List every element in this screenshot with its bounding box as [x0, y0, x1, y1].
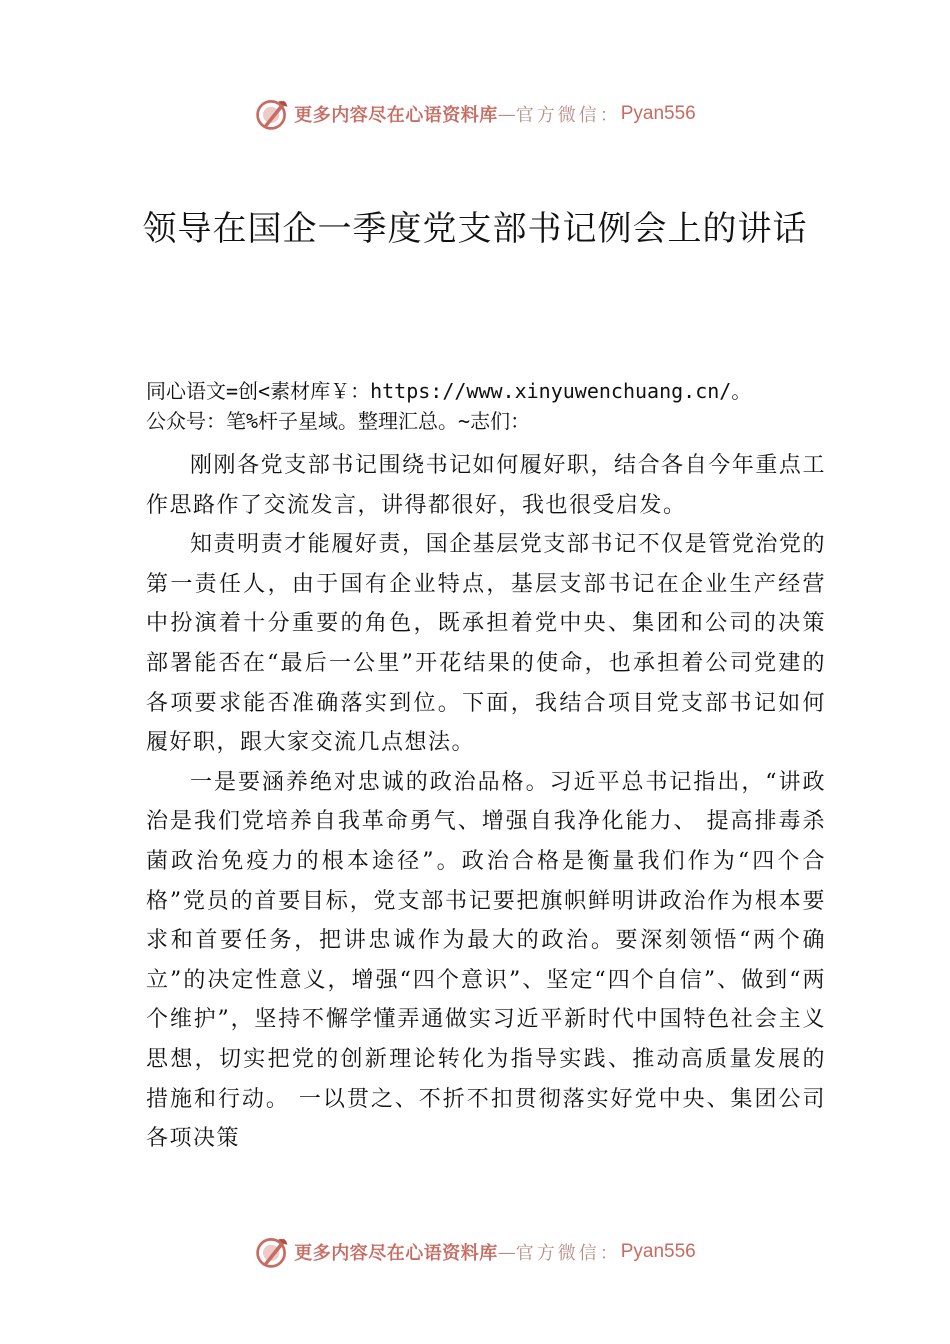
paragraph-3: 一是要涵养绝对忠诚的政治品格。习近平总书记指出，“讲政治是我们党培养自我革命勇气、增强自我净化能力、 提高排毒杀菌政治免疫力的根本途径”。政治合格是衡量我们作为“四个合格”党员的首要目标，党支部书记要把旗帜鲜明讲政治作为根本要求和首要任务，把讲忠诚作为最大的政治。要深刻领悟“两个确立”的决定性意义，增强“四个意识”、坚定“四个自信”、做到“两个维护”，坚持不懈学懂弄通做实习近平新时代中国特色社会主义思想，切实把党的创新理论转化为指导实践、推动高质量发展的措施和行动。 一以贯之、不折不扣贯彻落实好党中央、集团公司各项决策 [146, 769, 826, 1152]
banner-site-text: 更多内容尽在心语资料库 [294, 105, 498, 126]
paragraph-2: 知责明责才能履好责，国企基层党支部书记不仅是管党治党的第一责任人，由于国有企业特点，基层支部书记在企业生产经营中扮演着十分重要的角色，既承担着党中央、集团和公司的决策部署能否在“最后一公里”开花结果的使命，也承担着公司党建的各项要求能否准确落实到位。下面，我结合项目党支部书记如何履好职，跟大家交流几点想法。 [146, 532, 826, 756]
banner-site-text: 更多内容尽在心语资料库 [294, 1243, 498, 1264]
quill-logo-icon [254, 96, 290, 132]
banner-wechat-label: 官方微信： [515, 105, 621, 126]
footer-banner [0, 1232, 950, 1272]
document-body [146, 376, 826, 1159]
paragraph-1: 刚刚各党支部书记围绕书记如何履好职，结合各自今年重点工作思路作了交流发言，讲得都很好，我也很受启发。 [146, 453, 826, 518]
source-line-2: 公众号：笔%杆子星域。整理汇总。~志们： [146, 409, 531, 433]
banner-dash: — [497, 1241, 516, 1263]
header-banner [0, 94, 950, 134]
source-note [146, 376, 826, 436]
banner-wechat-label: 官方微信： [515, 1243, 621, 1264]
banner-dash: — [497, 103, 516, 125]
banner-wechat-id: Pyan556 [620, 1241, 696, 1262]
quill-logo-icon [254, 1234, 290, 1270]
document-title: 领导在国企一季度党支部书记例会上的讲话 [142, 209, 808, 249]
banner-wechat-id: Pyan556 [620, 103, 696, 124]
source-line-1: 同心语文=创<素材库￥：https://www.xinyuwenchuang.cn/。 [146, 379, 752, 403]
